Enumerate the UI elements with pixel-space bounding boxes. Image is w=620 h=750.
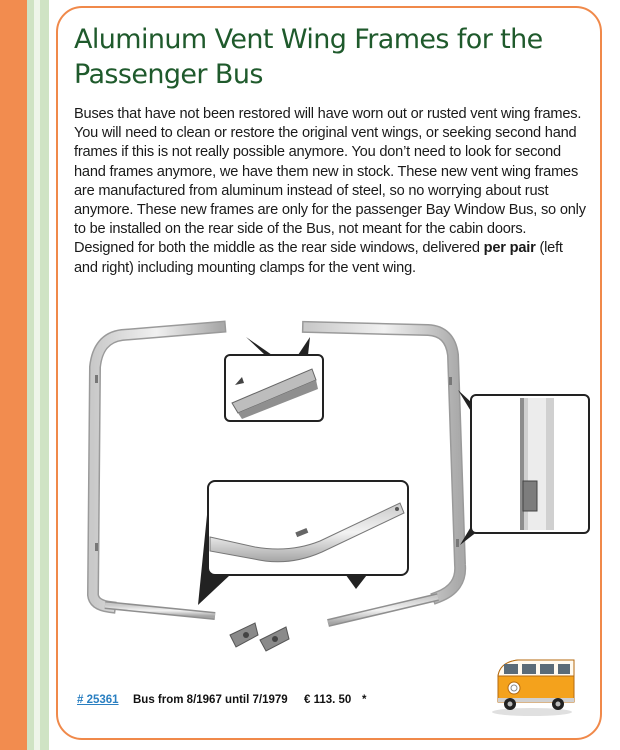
middle-detail-inset [198, 481, 408, 605]
right-bottom-bar [328, 597, 438, 623]
article-number-link[interactable]: # 25361 [77, 694, 119, 706]
description-text-start: Buses that have not been restored will have worn out or rusted vent wing frames. You will need to clean or restore the original vent wings, or seeking second hand frames if this is not really possible anymore. You don’t need to look for second hand frames anymore, we have them new in stock. These new vent wing frames are manufactured from aluminum instead of steel, so no worrying about rust anymore. These new frames are only for the passenger Bay Window Bus, so only to be installed on the rear side of the Bus, not meant for the cabin doors. Designed for both the middle as the rear side windows, delivered [74, 106, 586, 257]
product-description [74, 105, 586, 278]
fitment-text: Bus from 8/1967 until 7/1979 [133, 694, 288, 706]
product-title: Aluminum Vent Wing Frames for the Passenger Bus [74, 24, 543, 90]
vent-frame-illustration [60, 305, 600, 670]
vw-bus-icon [486, 654, 578, 718]
description-bold: per pair [483, 240, 536, 257]
right-detail-inset [458, 390, 589, 545]
price: € 113. 50 [304, 694, 352, 706]
top-detail-inset [225, 337, 323, 421]
left-frame [93, 327, 220, 607]
left-orange-strip [0, 0, 27, 750]
mounting-clamps [230, 623, 289, 651]
left-light-strip [34, 0, 40, 750]
left-bottom-bar [105, 605, 215, 616]
description-text-end: (left and right) including mounting clamps for the vent wing. [74, 240, 563, 276]
price-asterisk: * [362, 694, 367, 706]
